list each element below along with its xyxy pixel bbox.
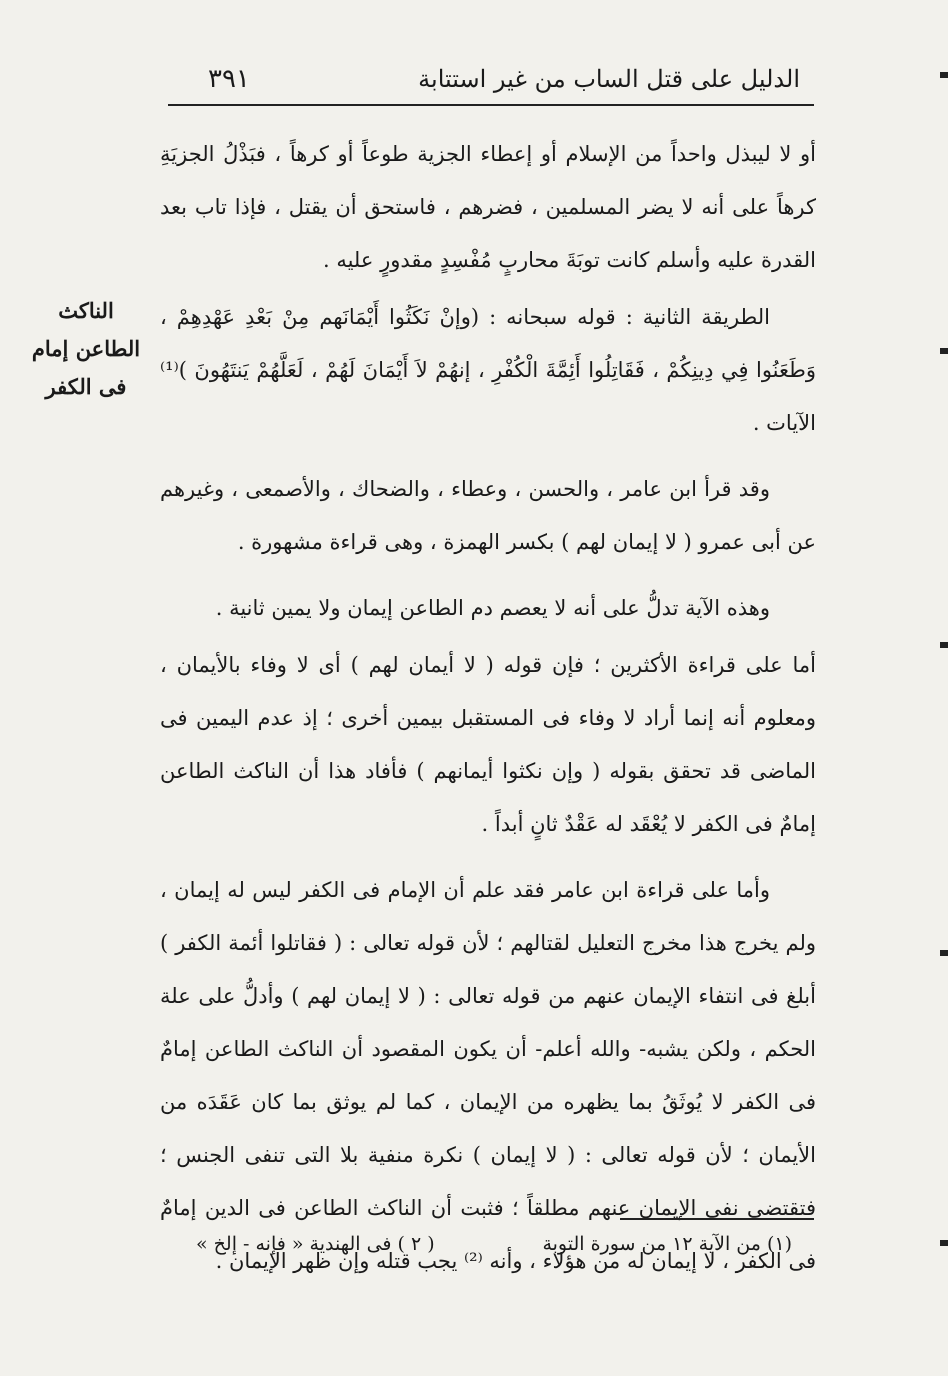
footnote-1: (١) من الآية ١٢ من سورة التوبة — [542, 1233, 792, 1255]
footnote-rule — [620, 1218, 814, 1220]
footnote-2: ( ٢ ) فى الهندية « فإنه - إلخ » — [196, 1233, 435, 1255]
running-title: الدليل على قتل الساب من غير استتابة — [418, 65, 800, 93]
margin-note-line: الناكث — [58, 298, 114, 323]
paragraph: أما على قراءة الأكثرين ؛ فإن قوله ( لا أيمان لهم ) أى لا وفاء بالأيمان ، ومعلوم أنه إنما أراد لا وفاء فى المستقبل بيمين أخرى ؛ إذ عدم اليمين فى الماضى قد تحقق بقوله ( وإن نكثوا أيمانهم ) فأفاد هذا أن الناكث الطاعن إمامٌ فى الكفر لا يُعْقَد له عَقْدٌ ثانٍ أبداً . — [160, 653, 816, 836]
page-header — [168, 58, 814, 100]
edge-mark — [940, 348, 948, 354]
edge-mark — [940, 1240, 948, 1246]
paragraph: الطريقة الثانية : قوله سبحانه : (وإنْ نَكَثُوا أَيْمَانَهم مِنْ بَعْدِ عَهْدِهِمْ ، وَطَعَنُوا فِي دِينِكُمْ ، فَقَاتِلُوا أَئِمَّةَ الْكُفْرِ ، إنهُمْ لاَ أَيْمَانَ لَهُمْ ، لَعَلَّهُمْ يَنتَهُونَ )⁽¹⁾ الآيات . — [160, 305, 816, 435]
paragraph: وقد قرأ ابن عامر ، والحسن ، وعطاء ، والضحاك ، والأصمعى ، وغيرهم عن أبى عمرو ( لا إيمان لهم ) بكسر الهمزة ، وهى قراءة مشهورة . — [160, 477, 816, 554]
main-text — [160, 128, 816, 1301]
edge-mark — [940, 642, 948, 648]
header-rule — [168, 104, 814, 106]
margin-note-line: فى الكفر — [45, 374, 127, 399]
edge-mark — [940, 72, 948, 78]
paragraph: وأما على قراءة ابن عامر فقد علم أن الإمام فى الكفر ليس له إيمان ، ولم يخرج هذا مخرج التعليل لقتالهم ؛ لأن قوله تعالى : ( فقاتلوا أئمة الكفر ) أبلغ فى انتفاء الإيمان عنهم من قوله تعالى : ( لا إيمان لهم ) وأدلُّ على علة الحكم ، ولكن يشبه- والله أعلم- أن يكون المقصود أن الناكث الطاعن إمامٌ فى الكفر لا يُوثَقُ بما يظهره من الإيمان ، كما لم يوثق بما كان عَقَدَه من الأيمان ؛ لأن قوله تعالى : ( لا إيمان ) نكرة منفية بلا التى تنفى الجنس ؛ فتقتضى نفى الإيمان عنهم مطلقاً ؛ فثبت أن الناكث الطاعن فى الدين إمامٌ فى الكفر ، لا إيمان له من هؤلاء ، وأنه ⁽²⁾ يجب قتله وإن ظهر الإيمان . — [160, 878, 816, 1273]
page-number: ٣٩١ — [208, 64, 250, 94]
margin-note-line: الطاعن إمام — [31, 336, 141, 361]
paragraph: وهذه الآية تدلُّ على أنه لا يعصم دم الطاعن إيمان ولا يمين ثانية . — [215, 596, 770, 620]
margin-note — [22, 292, 150, 406]
footnotes — [196, 1222, 792, 1266]
paragraph: أو لا ليبذل واحداً من الإسلام أو إعطاء الجزية طوعاً أو كرهاً ، فبَذْلُ الجزيَةِ كرهاً على أنه لا يضر المسلمين ، فضرهم ، فاستحق أن يقتل ، فإذا تاب بعد القدرة عليه وأسلم كانت توبَةَ محاربٍ مُفْسِدٍ مقدورٍ عليه . — [160, 142, 816, 272]
edge-mark — [940, 950, 948, 956]
